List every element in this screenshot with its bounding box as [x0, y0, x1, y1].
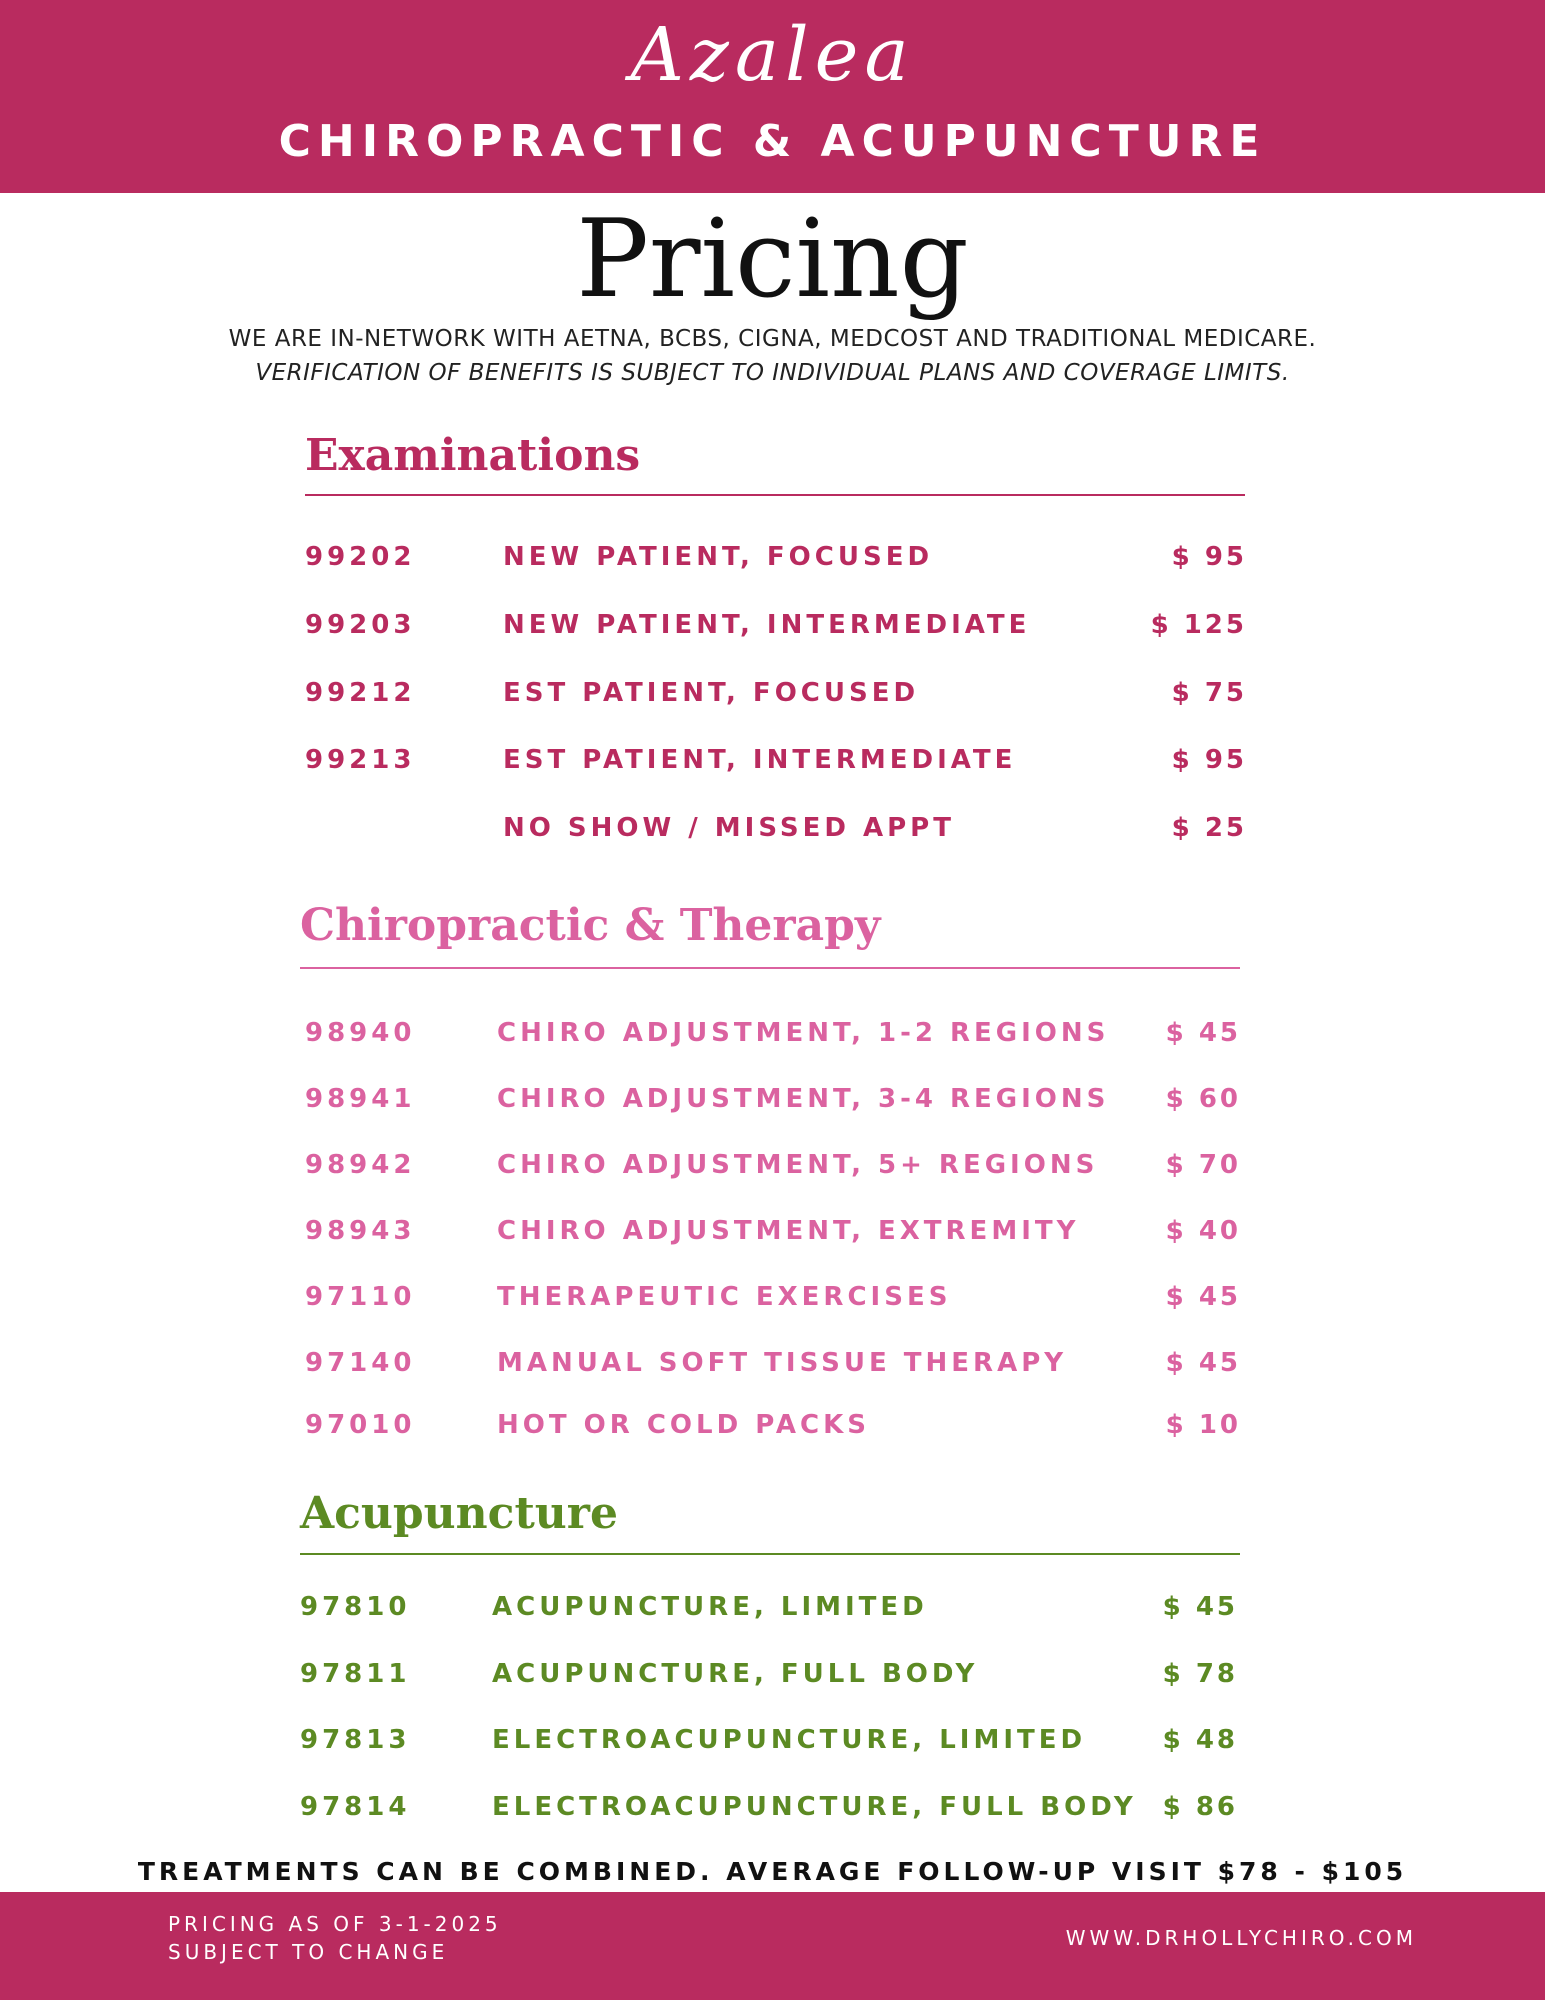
service-price: $ 125	[1150, 610, 1247, 640]
table-row	[305, 1343, 1241, 1383]
section-title-chiropractic: Chiropractic & Therapy	[300, 900, 881, 951]
service-description: ELECTROACUPUNCTURE, FULL BODY	[492, 1792, 1137, 1822]
cpt-code: 97813	[300, 1725, 411, 1755]
page-title: Pricing	[576, 197, 969, 322]
service-price: $ 48	[1162, 1725, 1238, 1755]
divider	[305, 494, 1245, 496]
cpt-code: 97010	[305, 1410, 416, 1440]
cpt-code: 98943	[305, 1216, 416, 1246]
service-price: $ 45	[1165, 1348, 1241, 1378]
service-price: $ 75	[1171, 678, 1247, 708]
verification-note: VERIFICATION OF BENEFITS IS SUBJECT TO INDIVIDUAL PLANS AND COVERAGE LIMITS.	[255, 360, 1290, 386]
table-row	[300, 1587, 1238, 1627]
table-row	[305, 673, 1247, 713]
cpt-code: 98940	[305, 1018, 416, 1048]
cpt-code: 97814	[300, 1792, 411, 1822]
table-row	[305, 537, 1247, 577]
service-description: ACUPUNCTURE, FULL BODY	[492, 1659, 979, 1689]
table-row	[305, 1277, 1241, 1317]
cpt-code: 99203	[305, 610, 416, 640]
cpt-code: 97811	[300, 1659, 411, 1689]
service-description: CHIRO ADJUSTMENT, 3-4 REGIONS	[497, 1084, 1110, 1114]
service-description: NEW PATIENT, FOCUSED	[503, 542, 934, 572]
clinic-name: CHIROPRACTIC & ACUPUNCTURE	[278, 116, 1267, 167]
website-link[interactable]: WWW.DRHOLLYCHIRO.COM	[1065, 1926, 1417, 1950]
table-row	[305, 1145, 1241, 1185]
pricing-date: PRICING AS OF 3-1-2025	[168, 1912, 502, 1936]
combine-note: TREATMENTS CAN BE COMBINED. AVERAGE FOLLOW-UP VISIT $78 - $105	[137, 1857, 1408, 1886]
subject-to-change: SUBJECT TO CHANGE	[168, 1940, 449, 1964]
service-description: EST PATIENT, INTERMEDIATE	[503, 745, 1017, 775]
cpt-code: 98941	[305, 1084, 416, 1114]
divider	[300, 1553, 1240, 1555]
cpt-code: 97810	[300, 1592, 411, 1622]
service-description: NEW PATIENT, INTERMEDIATE	[503, 610, 1031, 640]
cpt-code: 97110	[305, 1282, 416, 1312]
service-description: ACUPUNCTURE, LIMITED	[492, 1592, 928, 1622]
table-row	[300, 1720, 1238, 1760]
service-price: $ 70	[1165, 1150, 1241, 1180]
service-price: $ 78	[1162, 1659, 1238, 1689]
table-row	[300, 1787, 1238, 1827]
cpt-code: 99202	[305, 542, 416, 572]
service-price: $ 45	[1165, 1018, 1241, 1048]
service-description: ELECTROACUPUNCTURE, LIMITED	[492, 1725, 1087, 1755]
cpt-code: 99213	[305, 745, 416, 775]
service-price: $ 40	[1165, 1216, 1241, 1246]
service-description: CHIRO ADJUSTMENT, 5+ REGIONS	[497, 1150, 1099, 1180]
table-row	[305, 1211, 1241, 1251]
section-title-examinations: Examinations	[305, 430, 641, 481]
service-description: THERAPEUTIC EXERCISES	[497, 1282, 952, 1312]
service-description: CHIRO ADJUSTMENT, EXTREMITY	[497, 1216, 1080, 1246]
table-row	[305, 808, 1247, 848]
section-title-acupuncture: Acupuncture	[300, 1488, 618, 1539]
service-price: $ 95	[1171, 542, 1247, 572]
service-price: $ 10	[1165, 1410, 1241, 1440]
service-price: $ 25	[1171, 813, 1247, 843]
service-description: EST PATIENT, FOCUSED	[503, 678, 920, 708]
service-description: NO SHOW / MISSED APPT	[503, 813, 955, 843]
table-row	[305, 1079, 1241, 1119]
service-price: $ 86	[1162, 1792, 1238, 1822]
service-description: MANUAL SOFT TISSUE THERAPY	[497, 1348, 1068, 1378]
table-row	[305, 1405, 1241, 1445]
table-row	[305, 740, 1247, 780]
service-description: CHIRO ADJUSTMENT, 1-2 REGIONS	[497, 1018, 1110, 1048]
network-note: WE ARE IN-NETWORK WITH AETNA, BCBS, CIGNA, MEDCOST AND TRADITIONAL MEDICARE.	[228, 326, 1317, 352]
service-price: $ 45	[1162, 1592, 1238, 1622]
cpt-code: 98942	[305, 1150, 416, 1180]
service-price: $ 60	[1165, 1084, 1241, 1114]
table-row	[305, 1013, 1241, 1053]
cpt-code: 99212	[305, 678, 416, 708]
table-row	[305, 605, 1247, 645]
service-description: HOT OR COLD PACKS	[497, 1410, 870, 1440]
logo: Azalea	[630, 12, 915, 98]
table-row	[300, 1654, 1238, 1694]
cpt-code: 97140	[305, 1348, 416, 1378]
service-price: $ 95	[1171, 745, 1247, 775]
divider	[300, 967, 1240, 969]
service-price: $ 45	[1165, 1282, 1241, 1312]
